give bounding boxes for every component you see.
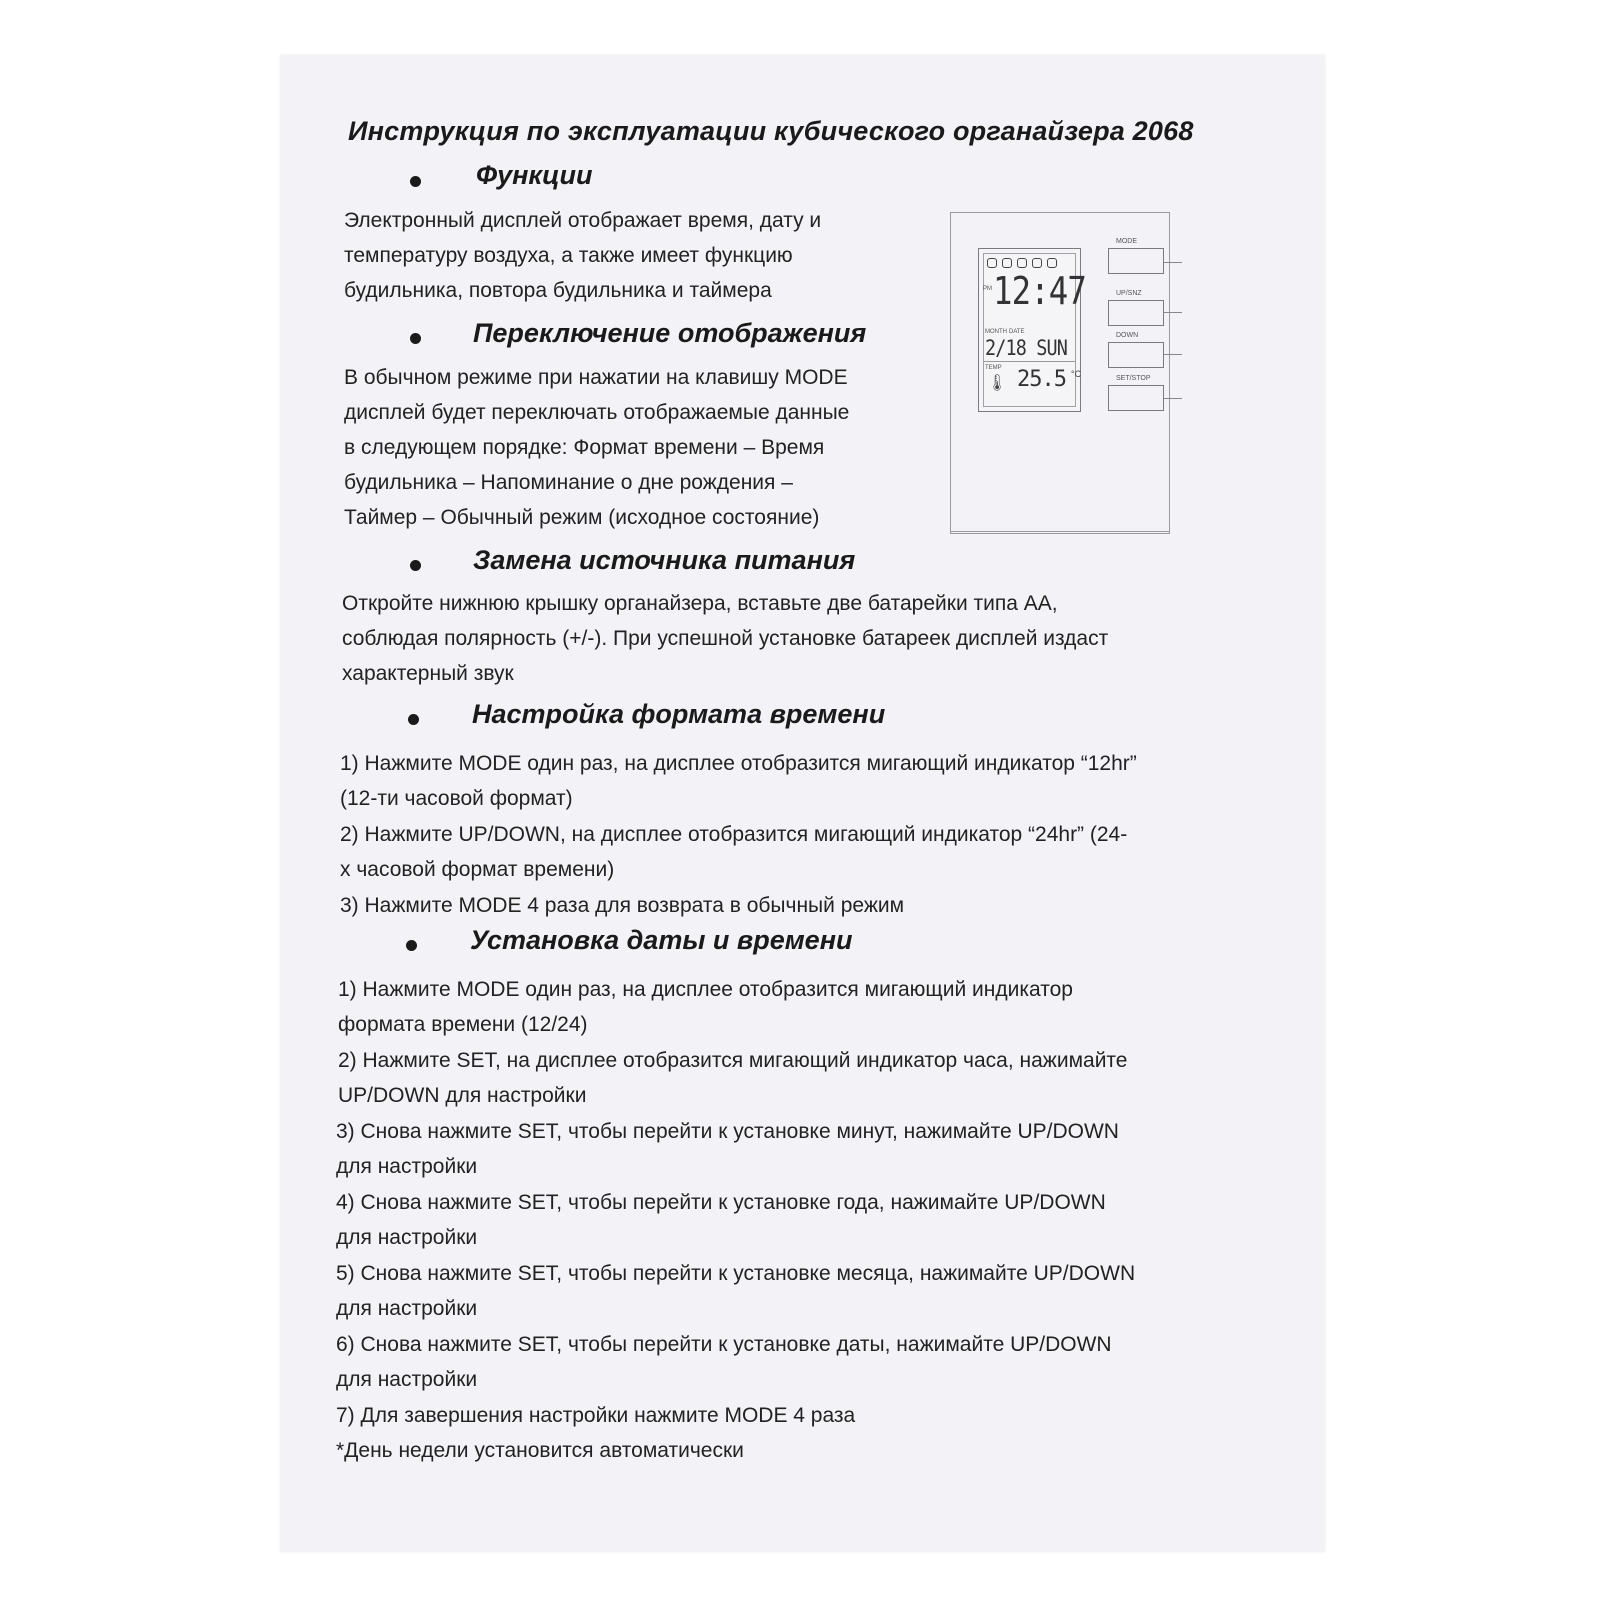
device-button-label: MODE <box>1116 238 1137 245</box>
paragraph-line: 3) Нажмите MODE 4 раза для возврата в обычный режим <box>340 894 905 917</box>
paragraph-line: для настройки <box>336 1297 478 1320</box>
paragraph-line: 2) Нажмите UP/DOWN, на дисплее отобразится мигающий индикатор “24hr” (24- <box>340 823 1128 846</box>
lcd-month-label: MONTH <box>985 329 1007 335</box>
device-button-label: DOWN <box>1116 332 1139 339</box>
paragraph-line: для настройки <box>336 1368 478 1391</box>
paragraph-line: характерный звук <box>342 662 514 685</box>
device-button-label: UP/SNZ <box>1116 290 1142 297</box>
lcd-date-label: DATE <box>1009 329 1025 335</box>
paragraph-line: в следующем порядке: Формат времени – Время <box>344 436 825 459</box>
lcd-display <box>978 248 1086 412</box>
timer-icon <box>1032 258 1042 268</box>
lcd-status-icons <box>987 258 1057 268</box>
paragraph-line: дисплей будет переключать отображаемые данные <box>344 401 850 424</box>
paragraph-line: В обычном режиме при нажатии на клавишу MODE <box>344 366 848 389</box>
paragraph-line: формата времени (12/24) <box>338 1013 588 1036</box>
birthday-icon <box>1017 258 1027 268</box>
section-heading-time-format: Настройка формата времени <box>472 699 886 729</box>
paragraph-line: соблюдая полярность (+/-). При успешной установке батареек дисплей издаст <box>342 627 1109 650</box>
paragraph-line: Таймер – Обычный режим (исходное состояние) <box>344 506 820 529</box>
snooze-icon <box>1002 258 1012 268</box>
device-up-button <box>1108 300 1164 326</box>
lcd-temp-label: TEMP <box>985 365 1002 371</box>
section-heading-display-switch: Переключение отображения <box>473 318 867 348</box>
bullet <box>406 940 417 951</box>
paragraph-line: 7) Для завершения настройки нажмите MODE 4 раза <box>336 1404 856 1427</box>
paragraph-line: температуру воздуха, а также имеет функцию <box>344 244 793 267</box>
paragraph-line: 4) Снова нажмите SET, чтобы перейти к установке года, нажимайте UP/DOWN <box>336 1191 1106 1214</box>
section-heading-functions: Функции <box>476 160 593 190</box>
paragraph-line: 5) Снова нажмите SET, чтобы перейти к установке месяца, нажимайте UP/DOWN <box>336 1262 1136 1285</box>
device-button-label: SET/STOP <box>1116 375 1151 382</box>
paragraph-line: UP/DOWN для настройки <box>338 1084 587 1107</box>
paragraph-line: будильника – Напоминание о дне рождения – <box>344 471 793 494</box>
paragraph-line: 6) Снова нажмите SET, чтобы перейти к установке даты, нажимайте UP/DOWN <box>336 1333 1112 1356</box>
device-mode-button <box>1108 248 1164 274</box>
bullet <box>408 714 419 725</box>
lcd-pm-indicator: PM <box>983 286 992 292</box>
thermometer-icon: 🌡 <box>987 375 1008 392</box>
lcd-date: 2/18 SUN <box>985 336 1067 360</box>
device-set-button <box>1108 385 1164 411</box>
paragraph-line: х часовой формат времени) <box>340 858 615 881</box>
paragraph-line: будильника, повтора будильника и таймера <box>344 279 772 302</box>
paragraph-line: для настройки <box>336 1226 478 1249</box>
paragraph-line: *День недели установится автоматически <box>336 1439 744 1462</box>
lcd-time: 12:47 <box>993 269 1086 313</box>
paragraph-line: 2) Нажмите SET, на дисплее отобразится мигающий индикатор часа, нажимайте <box>338 1049 1128 1072</box>
device-down-button <box>1108 342 1164 368</box>
chime-icon <box>1047 258 1057 268</box>
lcd-temperature: 25.5 <box>1017 367 1066 392</box>
paragraph-line: 1) Нажмите MODE один раз, на дисплее отобразится мигающий индикатор “12hr” <box>340 752 1137 775</box>
document-title: Инструкция по эксплуатации кубического органайзера 2068 <box>348 116 1194 146</box>
paragraph-line: Электронный дисплей отображает время, дату и <box>344 209 822 232</box>
bullet <box>410 333 421 344</box>
alarm-icon <box>987 258 997 268</box>
paragraph-line: 1) Нажмите MODE один раз, на дисплее отобразится мигающий индикатор <box>338 978 1073 1001</box>
paragraph-line: 3) Снова нажмите SET, чтобы перейти к установке минут, нажимайте UP/DOWN <box>336 1120 1119 1143</box>
bullet <box>410 176 421 187</box>
paragraph-line: Откройте нижнюю крышку органайзера, вставьте две батарейки типа АА, <box>342 592 1058 615</box>
section-heading-date-time: Установка даты и времени <box>470 925 853 955</box>
bullet <box>410 560 421 571</box>
section-heading-power: Замена источника питания <box>473 545 856 575</box>
paragraph-line: для настройки <box>336 1155 478 1178</box>
paragraph-line: (12-ти часовой формат) <box>340 787 573 810</box>
lcd-temperature-unit: °C <box>1071 369 1082 379</box>
organizer-base <box>950 522 1170 534</box>
